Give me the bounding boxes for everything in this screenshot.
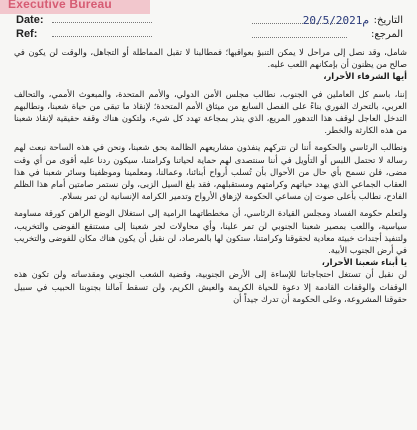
salutation-1: أيها الشرفاء الأحرار، [323,71,407,82]
paragraph-1: شامل، وقد نصل إلى مراحل لا يمكن التنبؤ بعواقبها؛ فمطالبنا لا تقبل المماطلة أو التجاهل، والوقت لن يكون في صالح من يظنون أن بإمكانهم اللعب عليه. [14,47,407,70]
letter-body [14,46,407,305]
paragraph-5: لن نقبل أن تستغل احتجاجاتنا للإساءة إلى الأرض الجنوبية، وقضية الشعب الجنوبي ومقدساته ولن تكون هذه الوقفات والوقفات القادمة إلا دعوة للحياة الكريمة والعيش الكريم، ولن تسقط آمالنا بجنوبنا الحبيب في سبيل حقوقنا المشروعة، وعلى الحكومة أن تدرك جيداً أن [14,269,407,304]
ref-label-ar: المرجع: [371,29,403,40]
paragraph-3: ونطالب الرئاسي والحكومة أننا لن نتركهم ينفذون مشاريعهم الظالمة بحق شعبنا، ونحن في هذه الساحة نبعث لهم رسالة لا تحتمل اللبس أو التأويل في أننا سنتصدى لهم حماية لحياتنا وكرامتنا، سيكون ردنا عليه أقوى من أي وقت مضى، فلن نسمح بأي حال من الأحوال بأن تُسلب أرواح أبنائنا، وعمالنا، ومعلمينا وموظفينا وسائر شعبنا في هذا العقاب الجماعي الذي يهدد حياتهم وكرامتهم ومستقبلهم، فقد بلغ السيل الزبى، ولن نستمر صامتين أمام هذا الظلم الفادح، نطالب بأعلى صوت إن مساعي الحكومة لإزهاق الأرواح وتدمير الكرامة الإنسانية لن تمر بسلام. [14,142,407,202]
ref-row [0,28,417,44]
ref-label-en: Ref: [16,28,38,40]
date-dotted-line [52,22,152,23]
date-label-ar: التاريخ: [373,15,403,26]
paragraph-4: ولتعلم حكومة الفساد ومجلس القيادة الرئاسي، أن مخططاتهما الرامية إلى استغلال الوضع الراهن كورقة مساومة سياسية، واللعب بمصير شعبنا الجنوبي لن تمر علينا، وأي محاولات لجر شعبنا إلى مستنقع الفوضى والتخريب، ولتنفيذ أجندات خبيثة معادية لحقوقنا وكرامتنا، ستكون لها بالمرصاد، لن نقبل أن يكون هناك مكان للفوضى والتخريب في أرض الجنوب الأبية. [14,208,407,256]
ref-dotted-line-ar [252,37,347,38]
date-value: 20/5/2021م [302,14,369,27]
paragraph-2: إننا، باسم كل العاملين في الجنوب، نطالب مجلس الأمن الدولي، والأمم المتحدة، والمبعوث الأممي، والتحالف العربي، بالتحرك الفوري بناءً على الفصل السابع من ميثاق الأمم المتحدة؛ لإنقاذ ما تبقى من حياة شعبنا، ونطالبهم التدخل العاجل لوقف هذا التدهور المريع، الذي ينذر بمجاعة تهدد كل شيء، ولتكون هناك وقفة حقيقية لإنقاذ شعبنا من هذه الكارثة والخطر. [14,88,407,136]
date-label-en: Date: [16,14,44,26]
letterhead-title: Executive Bureau [8,0,112,11]
letterhead-banner [0,0,150,14]
salutation-2: يا أبناء شعبنا الأحرار، [321,257,407,268]
ref-dotted-line [52,36,152,37]
